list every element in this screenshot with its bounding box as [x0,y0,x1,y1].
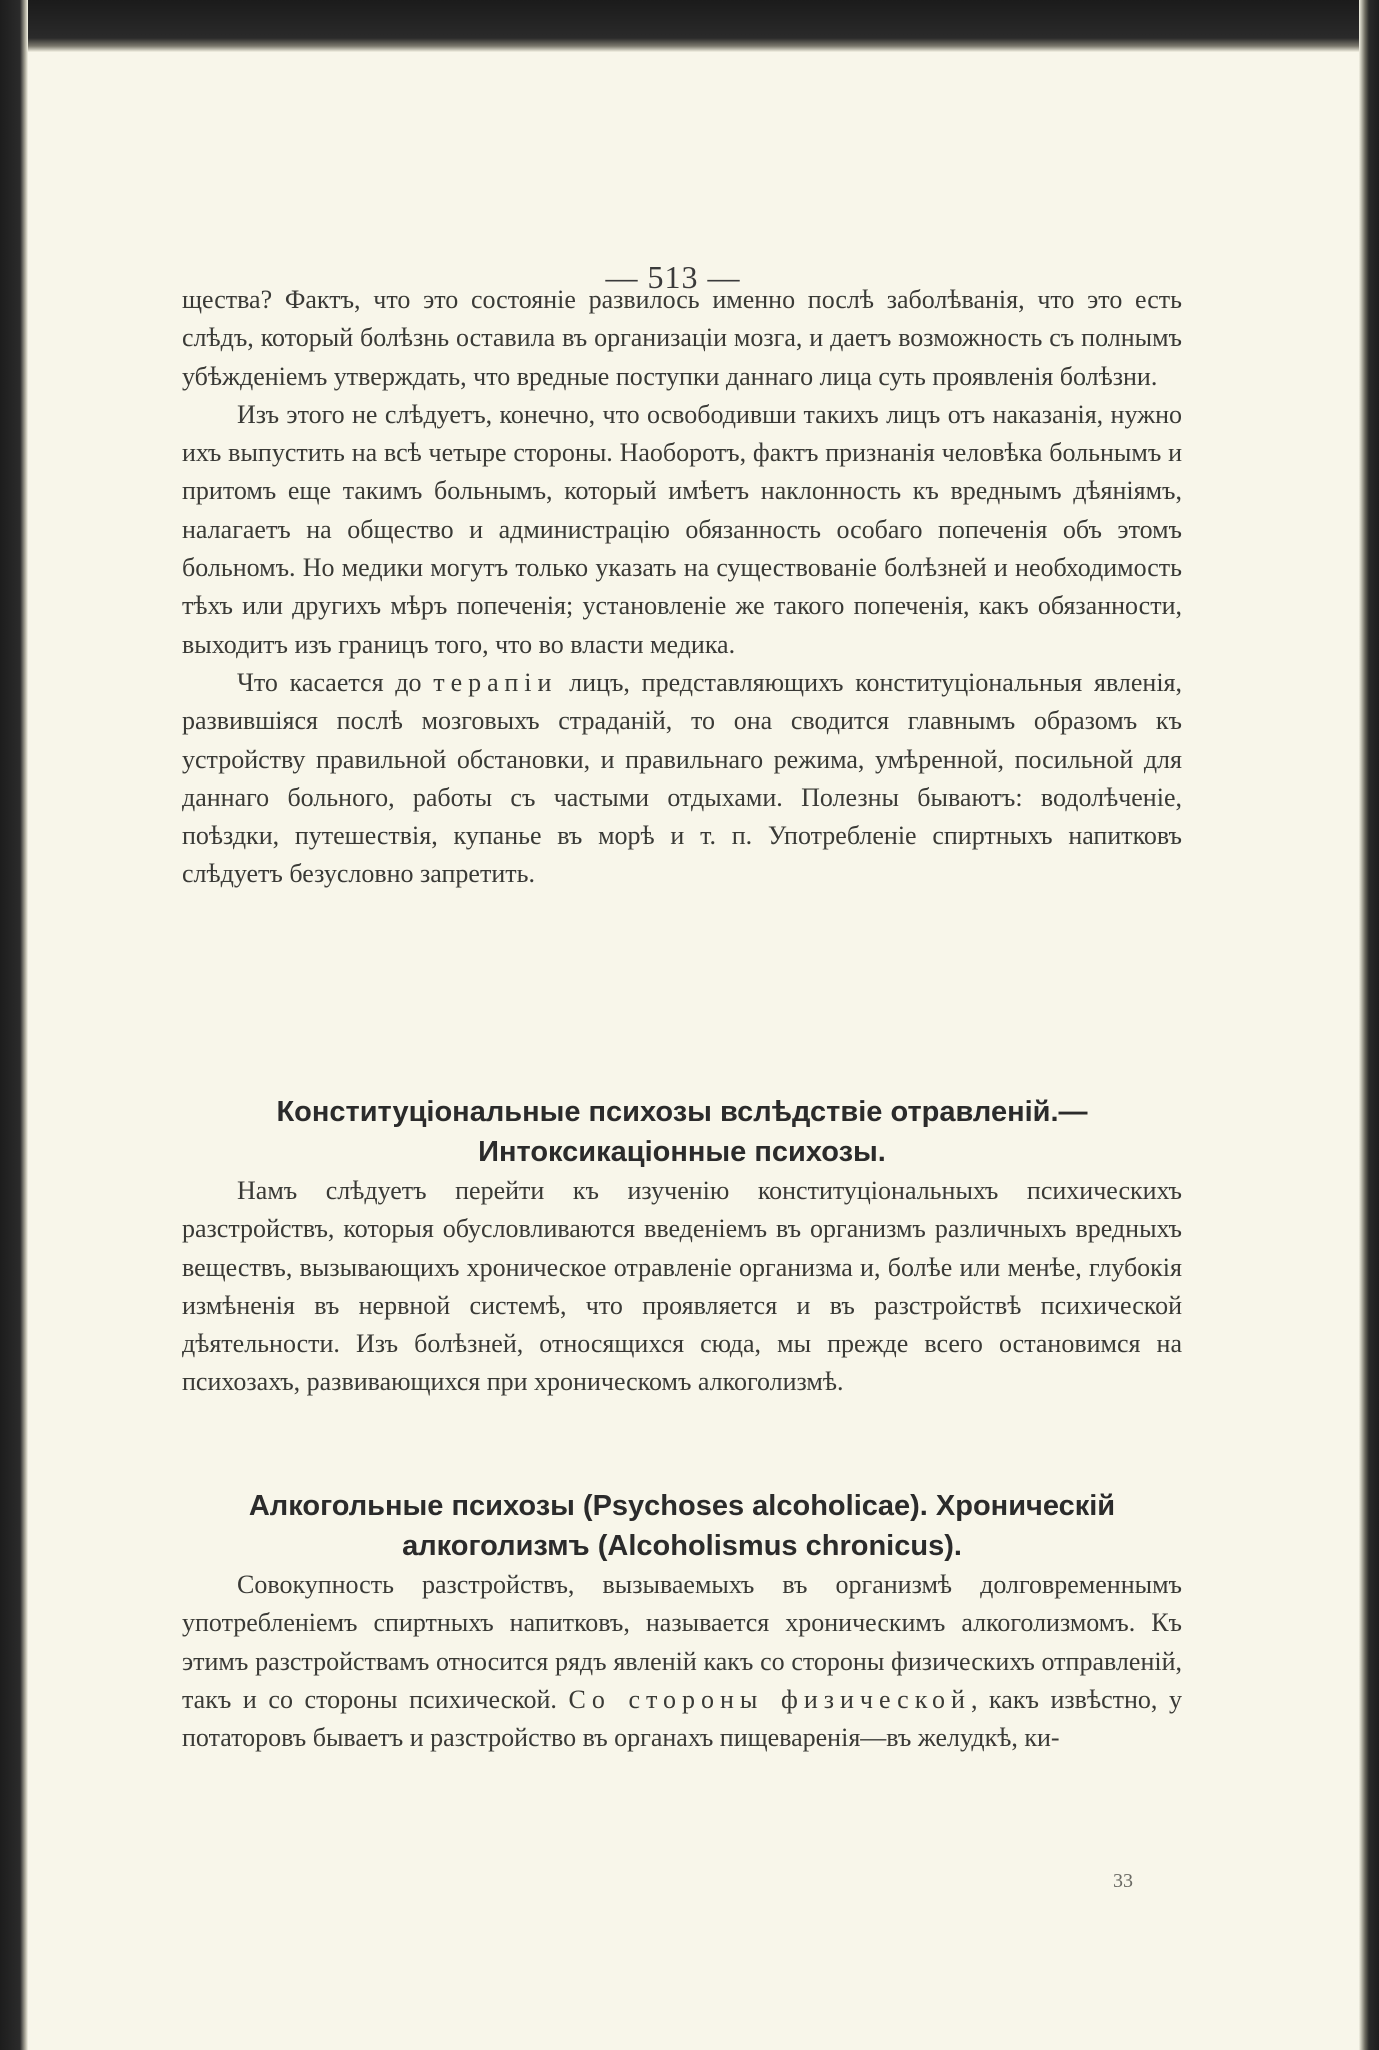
signature-mark: 33 [1113,1870,1133,1892]
right-scan-border [1359,0,1379,2050]
section-2-text [182,1172,1182,1402]
page-sheet [28,52,1359,2050]
paragraph-5-rest: , какъ извѣстно, у потаторовъ бываетъ и разстройство въ органахъ пищеваренія—въ желудкѣ, ки- [182,1684,1182,1753]
paragraph-3-rest: лицъ, представляющихъ конституціональныя явленія, развившіяся послѣ мозговыхъ страданій, то она сводится главнымъ образомъ къ устройству правильной обстановки, и правильнаго режима, умѣренной, посильной для даннаго больного, работы съ частыми отдыхами. Полезны бываютъ: водолѣченіе, поѣздки, путешествія, купанье въ морѣ и т. п. Употребленіе спиртныхъ напитковъ слѣдуетъ безусловно запретить. [182,667,1182,889]
paragraph-4: Намъ слѣдуетъ перейти къ изученію конституціональныхъ психическихъ разстройствъ, которыя обусловливаются введеніемъ въ организмъ различныхъ вредныхъ веществъ, вызывающихъ хроническое отравленіе организма и, болѣе или менѣе, глубокія измѣненія въ нервной системѣ, что проявляется и въ разстройствѣ психической дѣятельности. Изъ болѣзней, относящихся сюда, мы прежде всего остановимся на психозахъ, развивающихся при хроническомъ алкоголизмѣ. [182,1176,1182,1397]
paragraph-3 [182,664,1182,894]
paragraph-5-spaced: Со стороны физической [568,1684,971,1714]
paragraph-3-start: Что касается до [237,667,434,697]
section-3-heading: Алкогольные психозы (Psychoses alcoholicae). Хроническій алкоголизмъ (Alcoholismus chronicus). [248,1490,1116,1562]
paragraph-5 [182,1566,1182,1757]
paragraph-5-start: Совокупность разстройствъ, вызываемыхъ въ организмѣ долговременнымъ употребленіемъ спиртныхъ напитковъ, называется хроническимъ алкоголизмомъ. Къ этимъ разстройствамъ относится рядъ явленій какъ со стороны физическихъ отправленій, такъ и со стороны психической. [182,1570,1182,1714]
paragraph-2: Изъ этого не слѣдуетъ, конечно, что освободивши такихъ лицъ отъ наказанія, нужно ихъ выпустить на всѣ четыре стороны. Наоборотъ, фактъ признанія человѣка больнымъ и притомъ еще такимъ больнымъ, который имѣетъ наклонность къ вреднымъ дѣяніямъ, налагаетъ на общество и администрацію обязанность особаго попеченія объ этомъ больномъ. Но медики могутъ только указать на существованіе болѣзней и необходимость тѣхъ или другихъ мѣръ попеченія; установленіе же такого попеченія, какъ обязанности, выходитъ изъ границъ того, что во власти медика. [182,399,1182,659]
section-3-text [182,1566,1182,1757]
left-scan-border [0,0,28,2050]
page-number: — 513 — [605,259,741,295]
section-1-text [182,281,1182,894]
top-scan-border [0,0,1379,52]
paragraph-3-spaced: терапіи [433,667,558,697]
paragraph-1: щества? Фактъ, что это состояніе развилось именно послѣ заболѣванія, что это есть слѣдъ, который болѣзнь оставила въ организаціи мозга, и даетъ возможность съ полнымъ убѣжденіемъ утверждать, что вредные поступки даннаго лица суть проявленія болѣзни. [182,285,1182,391]
section-2-heading: Конституціональные психозы вслѣдствіе отравленій.—Интоксикаціонные психозы. [276,1096,1088,1168]
